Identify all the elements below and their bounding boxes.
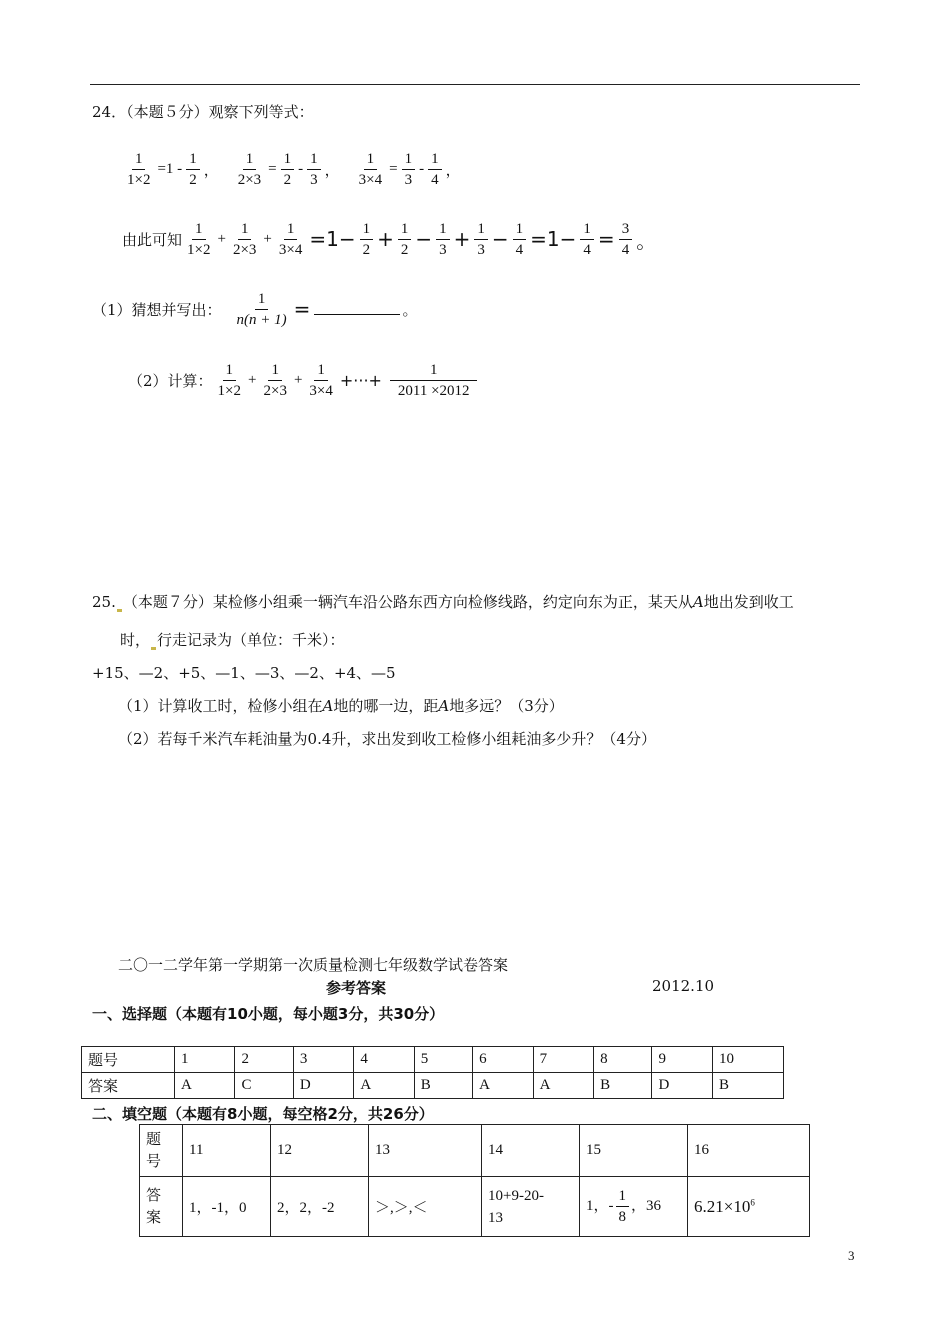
obs2-lhs: $\frac{1}{2\times 3}$ [237, 150, 262, 188]
obs3-lhs: $\frac{1}{3\times 4}$ [358, 150, 383, 188]
q24-header: 24．（本题５分）观察下列等式： [92, 103, 314, 121]
answers-subtitle: 参考答案 [326, 979, 387, 997]
section1-title: 一、选择题（本题有10小题，每小题3分，共30分） [92, 1005, 445, 1023]
q25-line2: 时， 行走记录为（单位：千米）： [120, 631, 345, 649]
fill-number-row: 题 号 11 12 13 14 15 16 [140, 1125, 810, 1177]
choice-answer-row: 答案 A C D A B A A B D B [82, 1073, 784, 1099]
section2-title: 二、填空题（本题有8小题，每空格2分，共26分） [92, 1105, 434, 1123]
page-number: 3 [848, 1248, 855, 1263]
q24-observations: $\frac{1}{1\times 2}$ =1 - $\frac{1}{2}$ ， $\frac{1}{2\times 3}$ = $\frac{1}{2}$ - $\frac{1}{3}$ ， $\frac{1}{3\times 4}$ = $\frac{1}{3}$ - $\frac{1}{4}$ ， [122, 146, 463, 192]
obs1-lhs: $\frac{1}{1\times 2}$ [127, 150, 151, 188]
fill-answer-table [139, 1124, 810, 1237]
q24-part2: （2）计算： $\frac{1}{1\times 2}$ + $\frac{1}{2\times 3}$ + $\frac{1}{3\times 4}$ +···+ $\frac{1}{2011 \times 2012}$ [128, 357, 479, 403]
q25-sub2: （2）若每千米汽车耗油量为0.4升，求出发到收工检修小组耗油多少升？（4分） [118, 730, 656, 748]
answers-title: 二〇一二学年第一学期第一次质量检测七年级数学试卷答案 [118, 956, 509, 974]
header-rule [90, 84, 860, 85]
q25-record: +15、—2、+5、—1、—3、—2、+4、—5 [92, 664, 396, 682]
q25-line1: 25. （本题７分）某检修小组乘一辆汽车沿公路东西方向检修线路，约定向东为正，某天从A地出发到收工 [92, 593, 794, 611]
choice-number-row: 题号 1 2 3 4 5 6 7 8 9 10 [82, 1047, 784, 1073]
answers-date: 2012.10 [652, 977, 715, 995]
fill-answer-row: 答 案 1，-1，0 2，2，-2 ＞,＞,＜ 10+9-20- 13 1，- $\frac{1}{8}$ ，36 $6.21\times 10^6$ [140, 1177, 810, 1237]
q24-part1: （1）猜想并写出： $\frac{1}{n(n + 1)}$ = 。 [92, 290, 418, 328]
part1-answer-blank[interactable] [314, 304, 400, 315]
q25-sub1: （1）计算收工时，检修小组在A地的哪一边，距A地多远？（3分） [118, 697, 564, 715]
choice-answer-table [81, 1046, 784, 1099]
q24-conclusion: 由此可知 $\frac{1}{1\times 2}$ + $\frac{1}{2\times 3}$ + $\frac{1}{3\times 4}$ =1− $\frac{1}{2}$ + $\frac{1}{2}$ − $\frac{1}{3}$ + $\frac{1}{3}$ − $\frac{1}{4}$ =1− $\frac{1}{4}$ = $\frac{3}{4}$ 。 [122, 220, 657, 258]
